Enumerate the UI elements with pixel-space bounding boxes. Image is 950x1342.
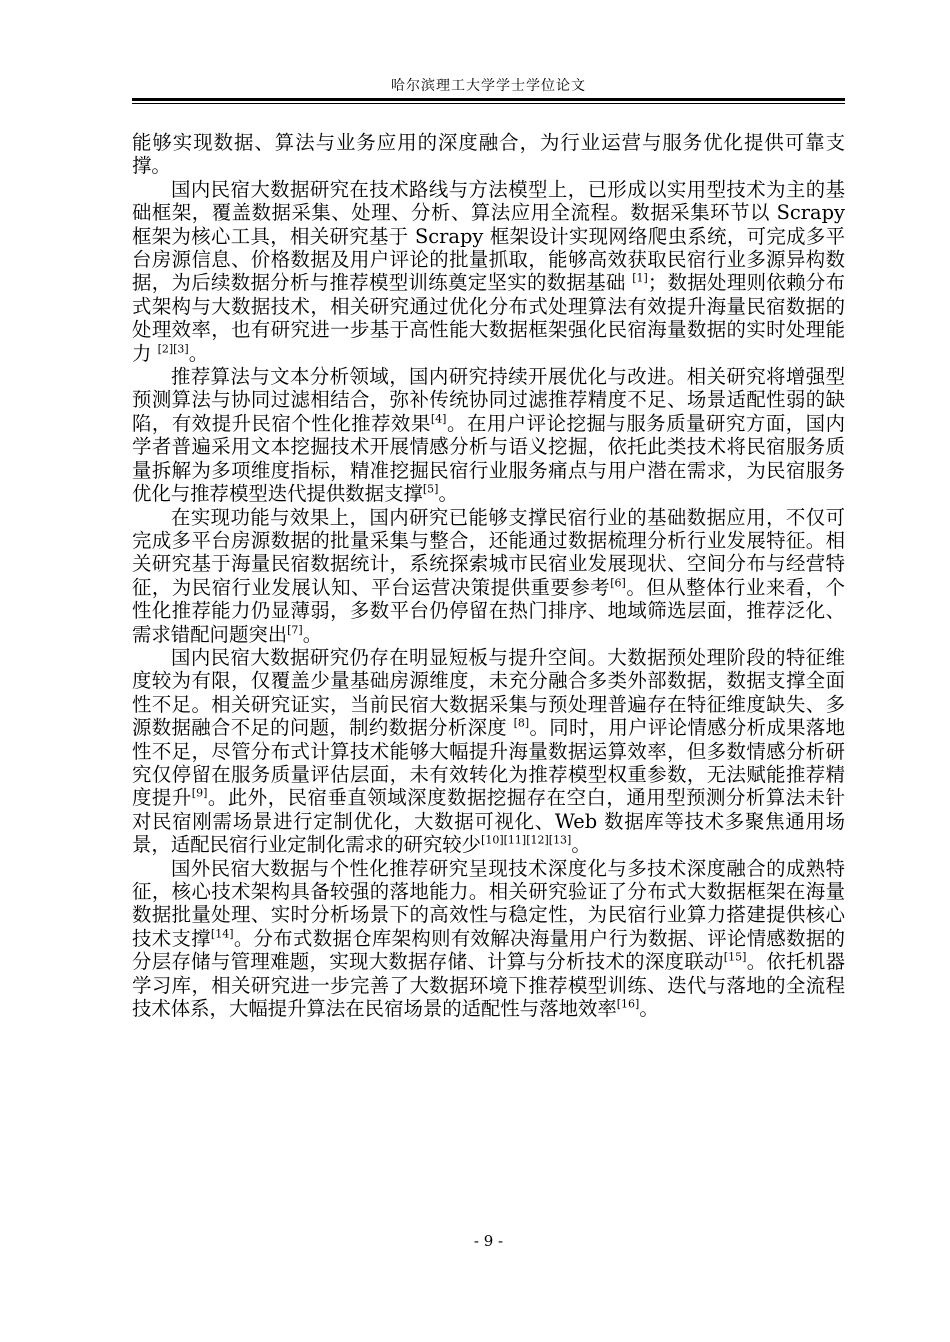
citation-marker: [2][3] — [157, 342, 189, 356]
paragraph — [132, 857, 845, 1021]
citation-marker: [4] — [430, 412, 447, 426]
body-text — [132, 131, 845, 1020]
paragraph-text: 。 — [571, 833, 591, 857]
paragraph-text: 能够实现数据、算法与业务应用的深度融合，为行业运营与服务优化提供可靠支撑。 — [132, 131, 845, 178]
paragraph-text: 。 — [188, 341, 209, 365]
paragraph — [132, 131, 845, 178]
paragraph-text: 。此外，民宿垂直领域深度数据挖掘存在空白，通用型预测分析算法未针对民宿刚需场景进行定制优化，大数据可视化、Web 数据库等技术多聚焦通用场景，适配民宿行业定制化需求的研究较少 — [132, 786, 846, 857]
paragraph-text: 在实现功能与效果上，国内研究已能够支撑民宿行业的基础数据应用，不仅可完成多平台房源数据的批量采集与整合，还能通过数据梳理分析行业发展特征。相关研究基于海量民宿数据统计，系统探索城市民宿业发展现状、空间分布与经营特征，为民宿行业发展认知、平台运营决策提供重要参考 — [132, 505, 845, 599]
citation-marker: [10][11][12][13] — [481, 833, 572, 847]
paragraph-text: 。同时，用户评论情感分析成果落地性不足，尽管分布式计算技术能够大幅提升海量数据运算效率，但多数情感分析研究仅停留在服务质量评估层面，未有效转化为推荐模型权重参数，无法赋能推荐精度提升 — [132, 716, 846, 810]
paragraph — [132, 365, 845, 505]
paragraph — [132, 506, 845, 646]
citation-marker: [14] — [210, 927, 234, 941]
paragraph — [132, 178, 845, 365]
paragraph-text: 。在用户评论挖掘与服务质量研究方面，国内学者普遍采用文本挖掘技术开展情感分析与语义挖掘，依托此类技术将民宿服务质量拆解为多项维度指标，精准挖掘民宿行业服务痛点与用户潜在需求，为民宿服务优化与推荐模型迭代提供数据支撑 — [132, 411, 846, 506]
citation-marker: [5] — [422, 482, 439, 496]
header-rule-thin — [132, 103, 845, 104]
citation-marker: [15] — [723, 950, 747, 964]
citation-marker: [1] — [632, 271, 648, 285]
paragraph-text: 国内民宿大数据研究仍存在明显短板与提升空间。大数据预处理阶段的特征维度较为有限，仅覆盖少量基础房源维度，未充分融合多类外部数据，数据支撑全面性不足。相关研究证实，当前民宿大数据采集与预处理普遍存在特征维度缺失、多源数据融合不足的问题，制约数据分析深度 — [132, 645, 845, 740]
paragraph-text: 国内民宿大数据研究在技术路线与方法模型上，已形成以实用型技术为主的基础框架，覆盖数据采集、处理、分析、算法应用全流程。数据采集环节以 Scrapy 框架为核心工具，相关研究基于 Scrapy 框架设计实现网络爬虫系统，可完成多平台房源信息、价格数据及用户评论的批量抓取，能够高效获取民宿行业多源异构数据，为后续数据分析与推荐模型训练奠定坚实的数据基础 — [132, 177, 845, 295]
paragraph-text: 。 — [639, 997, 659, 1021]
paragraph-text: 。分布式数据仓库架构则有效解决海量用户行为数据、评论情感数据的分层存储与管理难题，实现大数据存储、计算与分析技术的深度联动 — [132, 926, 846, 974]
paragraph-text: 国外民宿大数据与个性化推荐研究呈现技术深度化与多技术深度融合的成熟特征，核心技术架构具备较强的落地能力。相关研究验证了分布式大数据框架在海量数据批量处理、实时分析场景下的高效性与稳定性，为民宿行业算力搭建提供核心技术支撑 — [132, 856, 845, 950]
paragraph — [132, 646, 845, 857]
paragraph-text: 。 — [302, 622, 323, 646]
header-rule — [132, 98, 845, 101]
paragraph-text: 推荐算法与文本分析领域，国内研究持续开展优化与改进。相关研究将增强型预测算法与协同过滤相结合，弥补传统协同过滤推荐精度不足、场景适配性弱的缺陷，有效提升民宿个性化推荐效果 — [132, 365, 845, 435]
citation-marker: [9] — [191, 786, 208, 800]
paragraph-text: 。 — [438, 482, 458, 506]
citation-marker: [6] — [610, 576, 626, 590]
citation-marker: [8] — [513, 716, 530, 730]
citation-marker: [7] — [287, 623, 303, 637]
paragraph-text: 。但从整体行业来看，个性化推荐能力仍显薄弱，多数平台仍停留在热门排序、地域筛选层面，推荐泛化、需求错配问题突出 — [132, 575, 846, 646]
paragraph-text: ；数据处理则依赖分布式架构与大数据技术，相关研究通过优化分布式处理算法有效提升海量民宿数据的处理效率，也有研究进一步基于高性能大数据框架强化民宿海量数据的实时处理能力 — [132, 271, 845, 365]
paragraph-text: 。依托机器学习库，相关研究进一步完善了大数据环境下推荐模型训练、迭代与落地的全流程技术体系，大幅提升算法在民宿场景的适配性与落地效率 — [132, 950, 846, 1021]
running-header: 哈尔滨理工大学学士学位论文 — [391, 78, 586, 94]
citation-marker: [16] — [616, 997, 640, 1011]
page-number: - 9 - — [473, 1232, 504, 1250]
